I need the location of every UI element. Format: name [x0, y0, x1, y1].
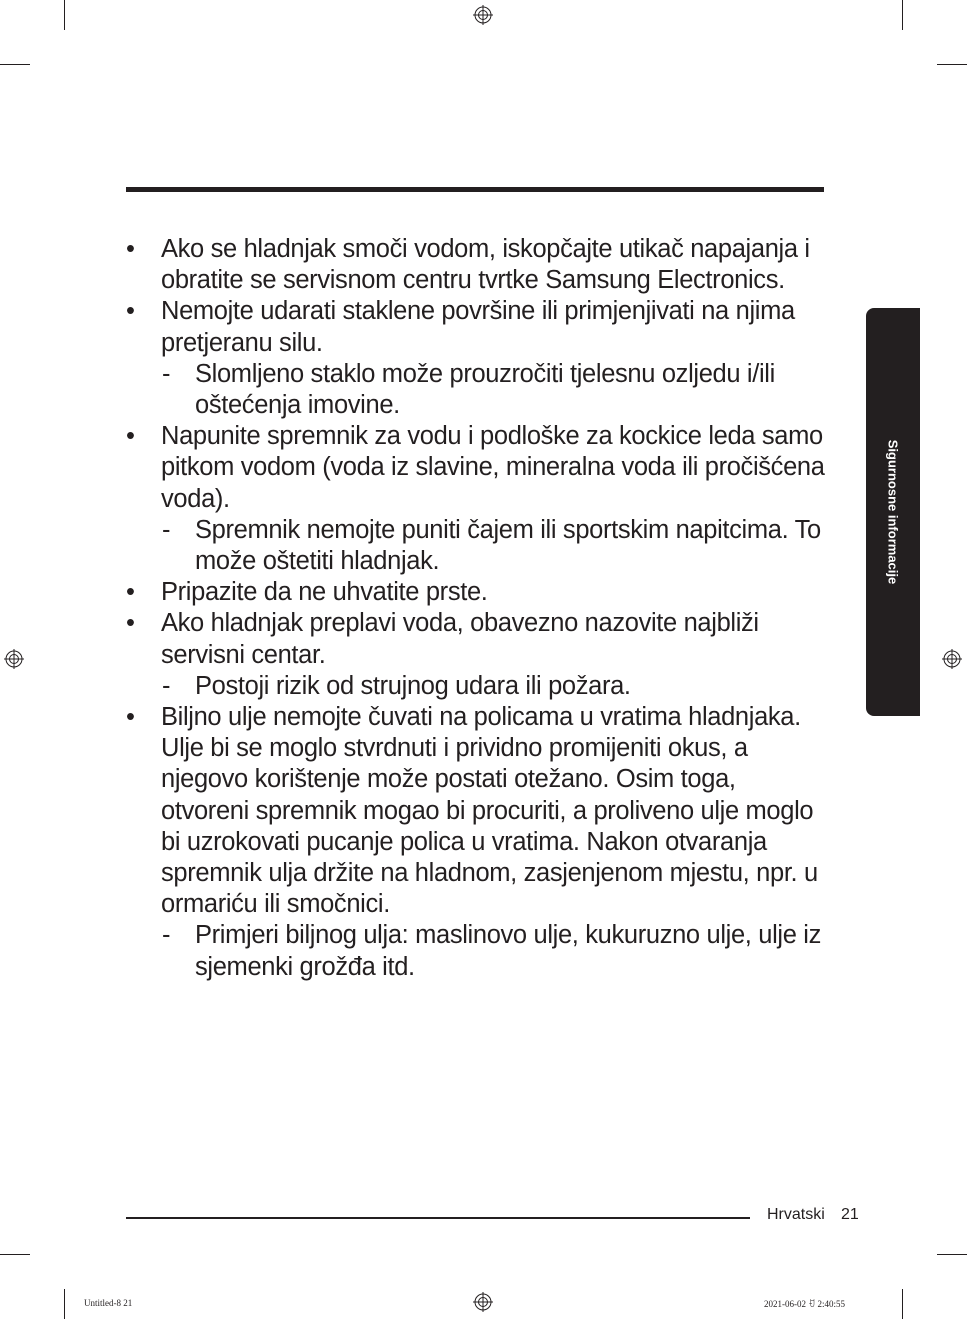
dash: - — [162, 671, 171, 700]
crop-mark — [937, 1254, 967, 1255]
page-number: 21 — [841, 1206, 859, 1223]
crop-mark — [937, 64, 967, 65]
bullet: • — [126, 703, 135, 732]
crop-mark — [0, 64, 30, 65]
print-slug-timestamp: 2021-06-02 ꀀ 2:40:55 — [764, 1299, 846, 1309]
list-item — [126, 608, 826, 670]
list-item-text: Nemojte udarati staklene površine ili primjenjivati na njima pretjeranu silu. — [161, 297, 795, 357]
bullet: • — [126, 297, 135, 326]
safety-instructions — [126, 234, 826, 983]
list-item-text: Napunite spremnik za vodu i podloške za kockice leda samo pitkom vodom (voda iz slavine, mineralna voda ili pročišćena voda). — [161, 422, 825, 513]
registration-mark-icon — [4, 649, 24, 669]
dash: - — [162, 515, 171, 544]
list-item — [126, 702, 826, 920]
dash: - — [162, 921, 171, 950]
crop-mark — [64, 0, 65, 30]
bullet: • — [126, 578, 135, 607]
list-item-text: Pripazite da ne uhvatite prste. — [161, 578, 488, 607]
list-item — [126, 577, 826, 608]
sub-list-item-text: Slomljeno staklo može prouzročiti tjelesnu ozljedu i/ili oštećenja imovine. — [195, 359, 775, 420]
crop-mark — [64, 1289, 65, 1319]
list-item-text: Biljno ulje nemojte čuvati na policama u vratima hladnjaka. Ulje bi se moglo stvrdnuti i prividno promijeniti okus, a njegovo korištenje može postati otežano. Osim toga, otvoreni spremnik mogao bi procuriti, a proliveno ulje moglo bi uzrokovati pucanje polica u vratima. Nakon otvaranja spremnik ulja držite na hladnom, zasjenjenom mjestu, npr. u ormariću ili smočnici. — [161, 703, 818, 919]
crop-mark — [0, 1254, 30, 1255]
sub-list-item — [126, 515, 826, 577]
sub-list-item-text: Spremnik nemojte puniti čajem ili sportskim napitcima. To može oštetiti hladnjak. — [195, 515, 821, 576]
sub-list-item — [126, 671, 826, 702]
bullet: • — [126, 422, 135, 451]
print-slug-file: Untitled-8 21 — [84, 1298, 133, 1308]
bullet: • — [126, 609, 135, 638]
list-item — [126, 234, 826, 296]
list-item — [126, 296, 826, 358]
dash: - — [162, 359, 171, 388]
footer-rule — [126, 1217, 750, 1219]
list-item-text: Ako se hladnjak smoči vodom, iskopčajte utikač napajanja i obratite se servisnom centru tvrtke Samsung Electronics. — [161, 235, 810, 295]
sub-list-item — [126, 920, 826, 982]
section-top-rule — [126, 187, 824, 192]
list-item-text: Ako hladnjak preplavi voda, obavezno nazovite najbliži servisni centar. — [161, 609, 759, 669]
list-item — [126, 421, 826, 515]
footer-language: Hrvatski — [767, 1206, 825, 1223]
chapter-side-tab — [866, 308, 920, 716]
sub-list-item-text: Primjeri biljnog ulja: maslinovo ulje, kukuruzno ulje, ulje iz sjemenki grožđa itd. — [195, 921, 822, 981]
crop-mark — [902, 0, 903, 30]
sub-list-item-text: Postoji rizik od strujnog udara ili požara. — [195, 671, 631, 700]
registration-mark-icon — [942, 649, 962, 669]
chapter-side-tab-label: Sigurnosne informacije — [885, 439, 901, 585]
registration-mark-icon — [473, 1292, 493, 1312]
crop-mark — [902, 1289, 903, 1319]
sub-list-item — [126, 359, 826, 421]
bullet: • — [126, 235, 135, 263]
registration-mark-icon — [473, 5, 493, 25]
